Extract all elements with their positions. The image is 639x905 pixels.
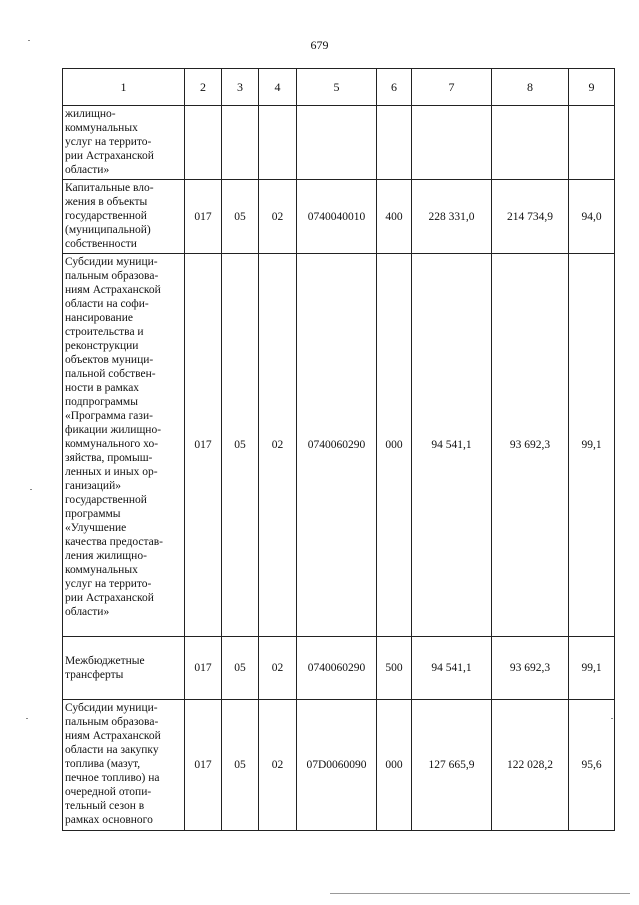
table-cell: 017 [185,637,222,700]
table-cell: 02 [259,700,297,831]
column-header: 8 [492,69,569,106]
table-cell: 02 [259,254,297,637]
table-cell: 07D0060090 [297,700,377,831]
table-cell: 0740060290 [297,637,377,700]
table-row [63,106,615,180]
table-cell: 0740040010 [297,180,377,254]
table-cell [259,106,297,180]
table-cell: 500 [377,637,412,700]
table-cell: 05 [222,180,259,254]
table-cell: 122 028,2 [492,700,569,831]
scan-speck [28,40,30,41]
row-description: Капитальные вло- жения в объекты государственной (муниципальной) собственности [63,180,185,254]
column-header: 9 [569,69,615,106]
table-cell: 400 [377,180,412,254]
row-description: Субсидии муници- пальным образова- ниям Астраханской области на софи- нансирование строительства и реконструкции объектов муници- пальной собствен- ности в рамках подпрограммы «Программа гази- фикации жилищно- коммунального хо- зяйства, промыш- ленных и иных ор- ганизаций» государственной программы «Улучшение качества предостав- ления жилищно- коммунальных услуг на террито- рии Астраханской области» [63,254,185,637]
column-header: 7 [412,69,492,106]
table-cell [412,106,492,180]
table-row [63,700,615,831]
table-cell [222,106,259,180]
page-number: 679 [310,38,329,52]
table-cell: 02 [259,180,297,254]
table-cell: 99,1 [569,637,615,700]
row-description: жилищно- коммунальных услуг на террито- рии Астраханской области» [63,106,185,180]
column-header: 4 [259,69,297,106]
table-cell: 05 [222,700,259,831]
scan-speck [26,718,28,719]
row-description: Субсидии муници- пальным образова- ниям Астраханской области на закупку топлива (мазут, печное топливо) на очередной отопи- тельный сезон в рамках основного [63,700,185,831]
table-cell [297,106,377,180]
table-cell: 000 [377,700,412,831]
column-header: 2 [185,69,222,106]
table-cell: 99,1 [569,254,615,637]
table-cell: 95,6 [569,700,615,831]
table-cell: 93 692,3 [492,637,569,700]
table-row [63,254,615,637]
column-header: 5 [297,69,377,106]
budget-table [62,68,615,831]
column-header: 1 [63,69,185,106]
table-cell [569,106,615,180]
table-cell: 214 734,9 [492,180,569,254]
row-description: Межбюджетные трансферты [63,637,185,700]
table-header-row [63,69,615,106]
table-cell: 000 [377,254,412,637]
table-row [63,180,615,254]
table-cell: 02 [259,637,297,700]
table-cell: 05 [222,637,259,700]
table-cell: 94 541,1 [412,637,492,700]
column-header: 3 [222,69,259,106]
table-cell: 0740060290 [297,254,377,637]
table-cell: 127 665,9 [412,700,492,831]
table-cell: 94,0 [569,180,615,254]
table-cell: 017 [185,180,222,254]
table-cell: 94 541,1 [412,254,492,637]
table-cell: 228 331,0 [412,180,492,254]
table-row [63,637,615,700]
column-header: 6 [377,69,412,106]
table-cell [492,106,569,180]
scan-speck [611,718,613,719]
table-cell: 017 [185,700,222,831]
scan-speck [30,489,32,490]
table-cell: 05 [222,254,259,637]
table-cell: 017 [185,254,222,637]
table-cell [377,106,412,180]
table-cell [185,106,222,180]
table-cell: 93 692,3 [492,254,569,637]
scan-edge-line [330,893,630,894]
